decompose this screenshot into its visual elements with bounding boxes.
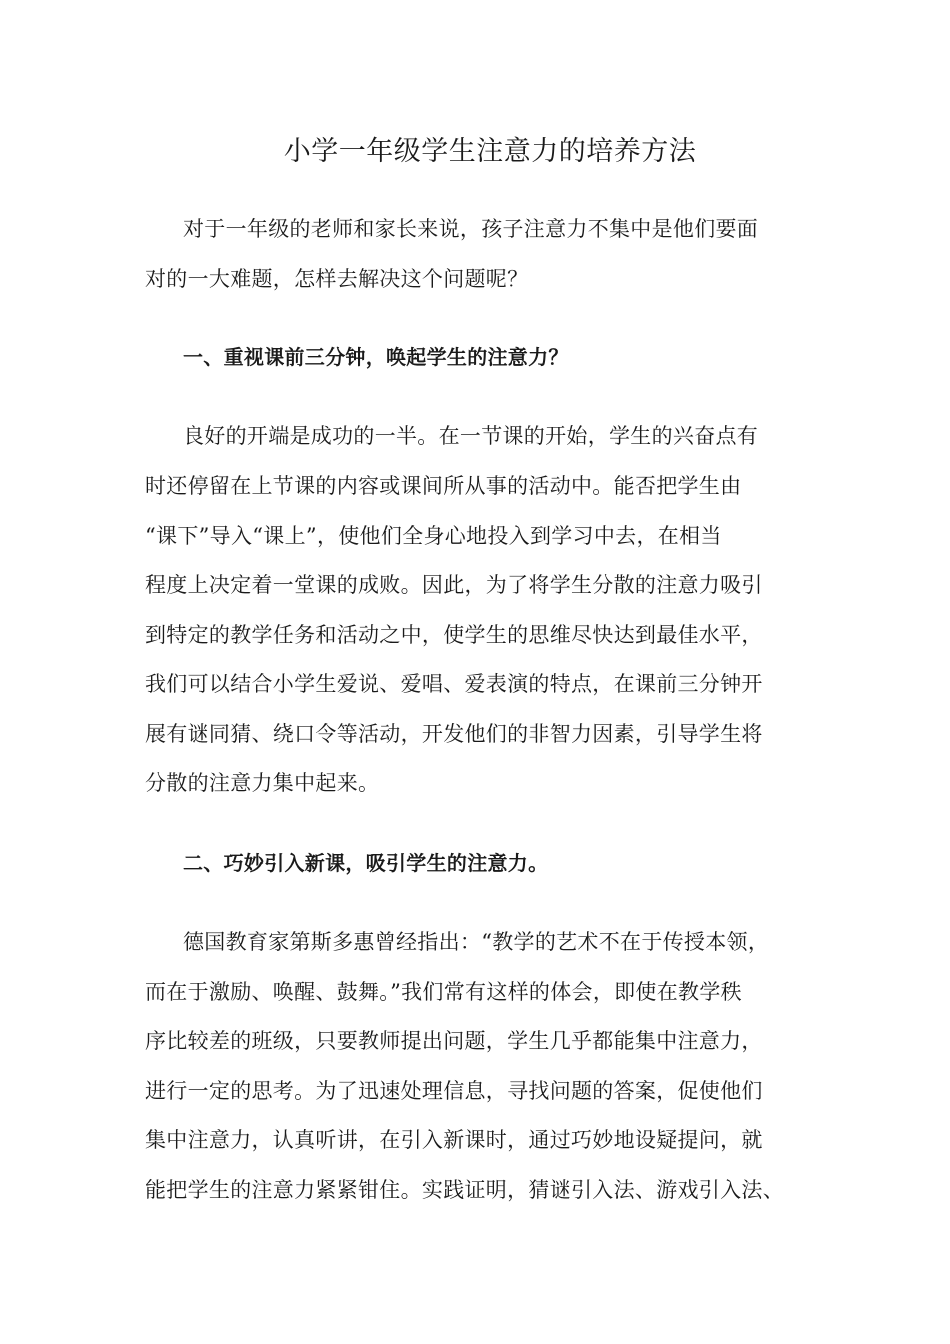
section1-line-8: 分散的注意力集中起来。 (145, 771, 380, 795)
section1-line-6: 我们可以结合小学生爱说、爱唱、爱表演的特点，在课前三分钟开 (145, 672, 763, 696)
intro-line-1: 对于一年级的老师和家长来说，孩子注意力不集中是他们要面 (183, 217, 759, 241)
section2-line-6: 能把学生的注意力紧紧钳住。实践证明，猜谜引入法、游戏引入法、 (145, 1178, 784, 1202)
section1-line-4: 程度上决定着一堂课的成败。因此，为了将学生分散的注意力吸引 (145, 573, 763, 597)
section2-line-5: 集中注意力，认真听讲，在引入新课时，通过巧妙地设疑提问，就 (145, 1128, 763, 1152)
intro-line-2: 对的一大难题，怎样去解决这个问题呢？ (145, 267, 529, 291)
document-title: 小学一年级学生注意力的培养方法 (283, 136, 697, 167)
section2-line-4: 进行一定的思考。为了迅速处理信息，寻找问题的答案，促使他们 (145, 1079, 763, 1103)
section2-line-3: 序比较差的班级，只要教师提出问题，学生几乎都能集中注意力， (145, 1029, 763, 1053)
section1-line-5: 到特定的教学任务和活动之中，使学生的思维尽快达到最佳水平， (145, 623, 763, 647)
section1-line-1: 良好的开端是成功的一半。在一节课的开始，学生的兴奋点有 (183, 424, 759, 448)
section1-heading: 一、重视课前三分钟，唤起学生的注意力？ (183, 345, 569, 369)
section2-line-2: 而在于激励、唤醒、鼓舞。”我们常有这样的体会，即使在教学秩 (145, 980, 742, 1004)
section1-line-7: 展有谜同猜、绕口令等活动，开发他们的非智力因素，引导学生将 (145, 722, 763, 746)
section1-line-2: 时还停留在上节课的内容或课间所从事的活动中。能否把学生由 (145, 474, 742, 498)
section2-line-1: 德国教育家第斯多惠曾经指出：“教学的艺术不在于传授本领， (183, 930, 770, 954)
section2-heading: 二、巧妙引入新课，吸引学生的注意力。 (183, 851, 549, 875)
section1-line-3: “课下”导入“课上”，使他们全身心地投入到学习中去，在相当 (145, 524, 722, 548)
